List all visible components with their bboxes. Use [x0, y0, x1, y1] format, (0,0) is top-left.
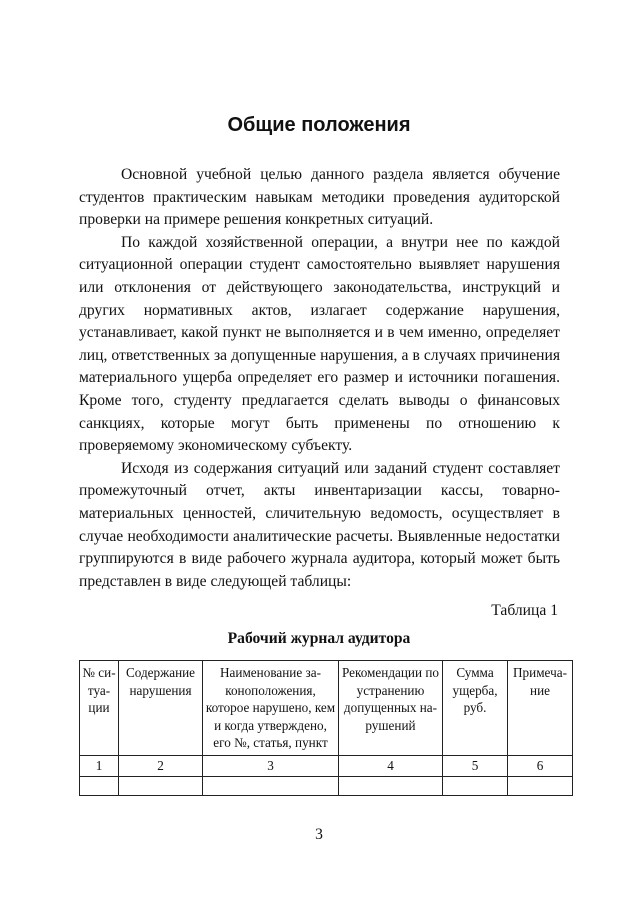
- header-cell-situation-number: № ситуации: [80, 661, 119, 756]
- auditor-journal-table: [79, 660, 573, 796]
- table-row-empty: [80, 776, 573, 795]
- table-cell: 3: [203, 755, 339, 776]
- section-heading: Общие положения: [227, 114, 411, 136]
- table-title: Рабочий журнал аудитора: [227, 630, 411, 647]
- table-cell: 2: [119, 755, 203, 776]
- table-row-column-numbers: [80, 755, 573, 776]
- table-cell: [119, 776, 203, 795]
- header-cell-legal-act: Наименование законоположения, которое нарушено, кем и когда утверждено, его №, статья, пункт: [203, 661, 339, 756]
- page-number: 3: [315, 826, 323, 843]
- table-cell: [203, 776, 339, 795]
- header-cell-recommendations: Рекомендации по устранению допущенных нарушений: [339, 661, 443, 756]
- paragraph: Основной учебной целью данного раздела является обучение студентов практическим навыкам методики проведения аудиторской проверки на примере решения конкретных ситуаций.: [79, 166, 560, 229]
- paragraph: Исходя из содержания ситуаций или заданий студент составляет промежуточный отчет, акты инвентаризации кассы, товарно-материальных ценностей, сличительную ведомость, осуществляет в случае необходимости аналитические расчеты. Выявленные недостатки группируются в виде рабочего журнала аудитора, который может быть представлен в виде следующей таблицы:: [79, 459, 560, 590]
- table-cell: [80, 776, 119, 795]
- table-cell: 1: [80, 755, 119, 776]
- table-cell: 5: [443, 755, 508, 776]
- table-cell: [508, 776, 573, 795]
- table-cell: 6: [508, 755, 573, 776]
- header-cell-damage-amount: Сумма ущерба, руб.: [443, 661, 508, 756]
- table-cell: [443, 776, 508, 795]
- header-cell-violation-content: Содержание нарушения: [119, 661, 203, 756]
- paragraph: По каждой хозяйственной операции, а внутри нее по каждой ситуационной операции студент самостоятельно выявляет нарушения или отклонения от действующего законодательства, инструкций и других нормативных актов, излагает содержание нарушения, устанавливает, какой пункт не выполняется и в чем именно, определяет лиц, ответственных за допущенные нарушения, а в случаях причинения материального ущерба определяет его размер и источники погашения. Кроме того, студенту предлагается сделать выводы о финансовых санкциях, которые могут быть применены по отношению к проверяемому экономическому субъекту.: [79, 233, 560, 455]
- header-cell-note: Примечание: [508, 661, 573, 756]
- table-label: Таблица 1: [491, 602, 558, 619]
- body-text: [79, 164, 560, 593]
- table-cell: [339, 776, 443, 795]
- table-header-row: [80, 661, 573, 756]
- table-cell: 4: [339, 755, 443, 776]
